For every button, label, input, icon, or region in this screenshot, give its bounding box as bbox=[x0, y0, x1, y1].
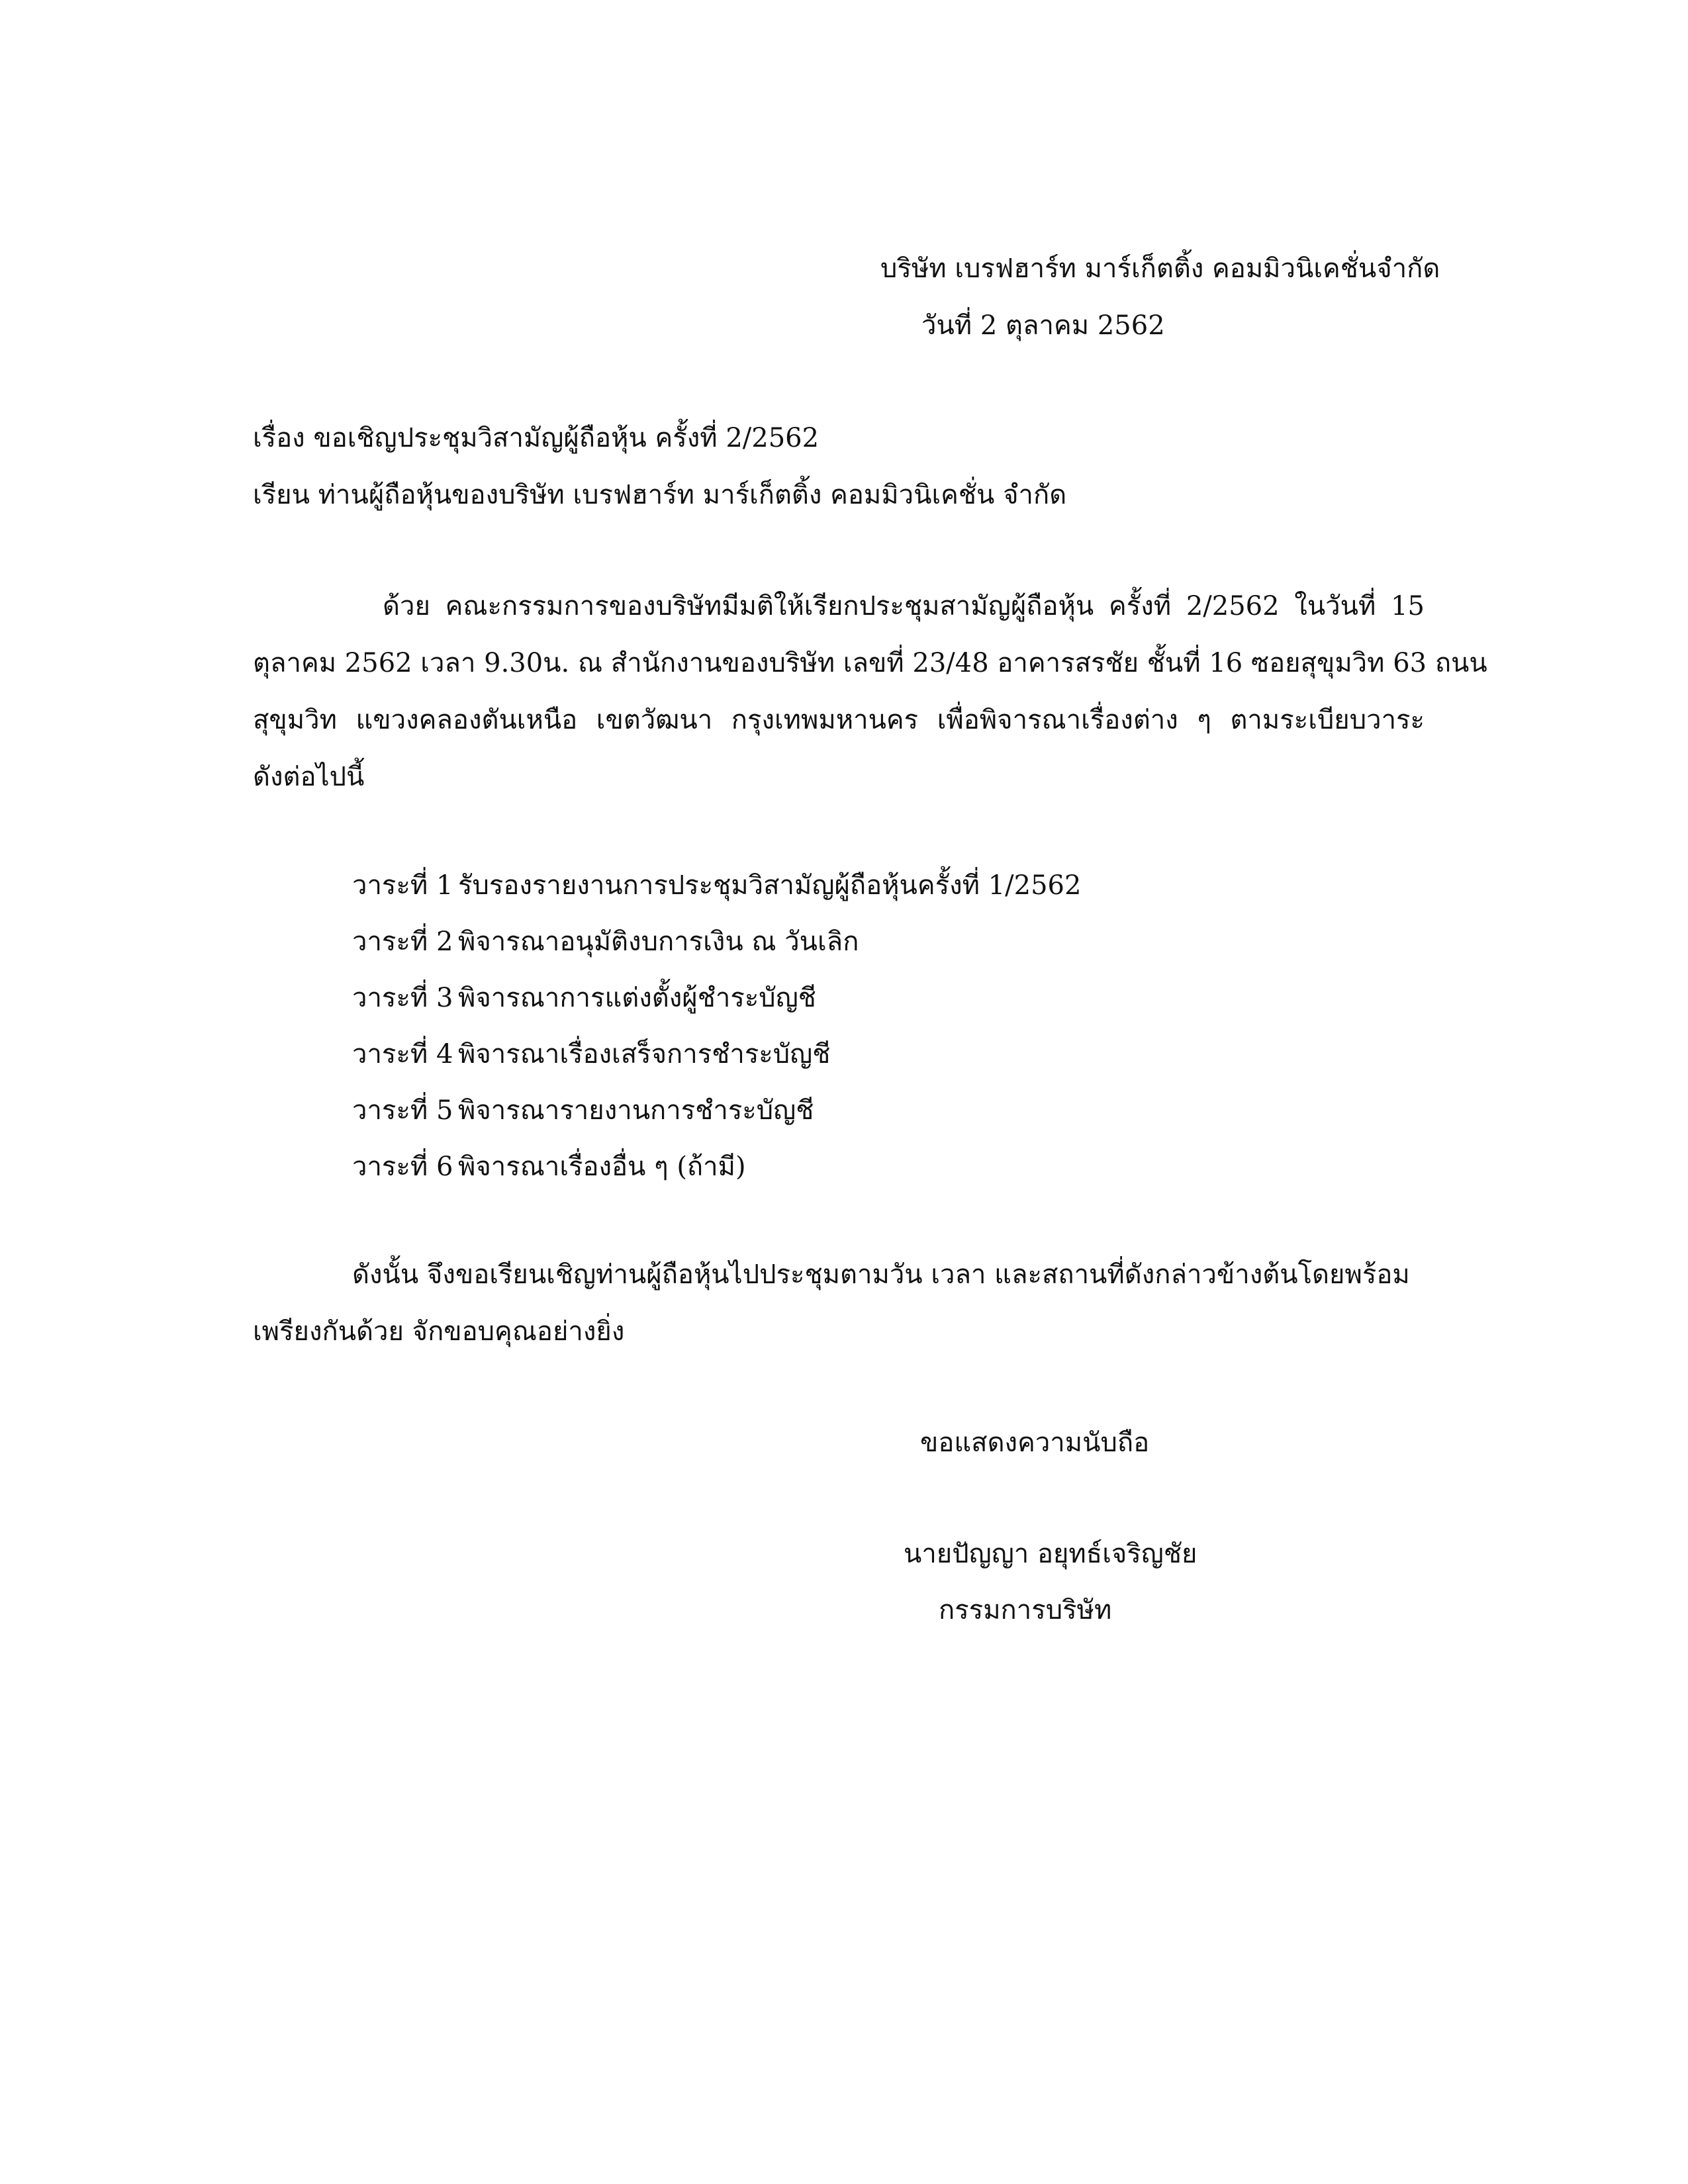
body-line-4: ดังต่อไปนี้ bbox=[253, 762, 365, 792]
agenda-number: วาระที่ 5 bbox=[352, 1095, 453, 1126]
closing-line-1: ดังนั้น จึงขอเรียนเชิญท่านผู้ถือหุ้นไปประชุมตามวัน เวลา และสถานที่ดังกล่าวข้างต้นโดยพร้อม bbox=[352, 1259, 1410, 1290]
agenda-item bbox=[352, 1147, 746, 1187]
body-line-3: สุขุมวิท แขวงคลองตันเหนือ เขตวัฒนา กรุงเทพมหานคร เพื่อพิจารณาเรื่องต่าง ๆ ตามระเบียบวาระ bbox=[253, 705, 1425, 735]
signature-name: นายปัญญา อยุทธ์เจริญชัย bbox=[904, 1539, 1197, 1569]
agenda-number: วาระที่ 2 bbox=[352, 927, 453, 957]
company-name: บริษัท เบรฟฮาร์ท มาร์เก็ตติ้ง คอมมิวนิเคชั่นจำกัด bbox=[880, 253, 1440, 284]
agenda-item bbox=[352, 1091, 814, 1130]
body-line-2: ตุลาคม 2562 เวลา 9.30น. ณ สำนักงานของบริษัท เลขที่ 23/48 อาคารสรชัย ชั้นที่ 16 ซอยสุขุมวิท 63 ถนน bbox=[253, 648, 1487, 678]
agenda-text: พิจารณาเรื่องเสร็จการชำระบัญชี bbox=[458, 1039, 831, 1069]
body-line-1: ด้วย คณะกรรมการของบริษัทมีมติให้เรียกประชุมสามัญผู้ถือหุ้น ครั้งที่ 2/2562 ในวันที่ 15 bbox=[383, 591, 1425, 621]
agenda-number: วาระที่ 1 bbox=[352, 870, 453, 901]
agenda-text: พิจารณาเรื่องอื่น ๆ (ถ้ามี) bbox=[458, 1152, 746, 1182]
agenda-number: วาระที่ 6 bbox=[352, 1152, 453, 1182]
agenda-item bbox=[352, 1034, 830, 1074]
agenda-number: วาระที่ 3 bbox=[352, 983, 453, 1013]
agenda-text: พิจารณาอนุมัติงบการเงิน ณ วันเลิก bbox=[458, 927, 859, 957]
agenda-item bbox=[352, 866, 1081, 905]
agenda-number: วาระที่ 4 bbox=[352, 1039, 453, 1069]
subject-line: เรื่อง ขอเชิญประชุมวิสามัญผู้ถือหุ้น ครั้งที่ 2/2562 bbox=[253, 423, 820, 453]
agenda-item bbox=[352, 922, 859, 962]
agenda-item bbox=[352, 978, 816, 1018]
recipient-line: เรียน ท่านผู้ถือหุ้นของบริษัท เบรฟฮาร์ท มาร์เก็ตติ้ง คอมมิวนิเคชั่น จำกัด bbox=[253, 480, 1067, 510]
signature-salutation: ขอแสดงความนับถือ bbox=[920, 1428, 1150, 1458]
signature-title: กรรมการบริษัท bbox=[939, 1595, 1112, 1625]
closing-line-2: เพรียงกันด้วย จักขอบคุณอย่างยิ่ง bbox=[253, 1316, 625, 1347]
agenda-text: รับรองรายงานการประชุมวิสามัญผู้ถือหุ้นครั้งที่ 1/2562 bbox=[458, 870, 1082, 901]
agenda-text: พิจารณาการแต่งตั้งผู้ชำระบัญชี bbox=[458, 983, 816, 1013]
letter-date: วันที่ 2 ตุลาคม 2562 bbox=[921, 310, 1165, 341]
agenda-text: พิจารณารายงานการชำระบัญชี bbox=[458, 1095, 814, 1126]
